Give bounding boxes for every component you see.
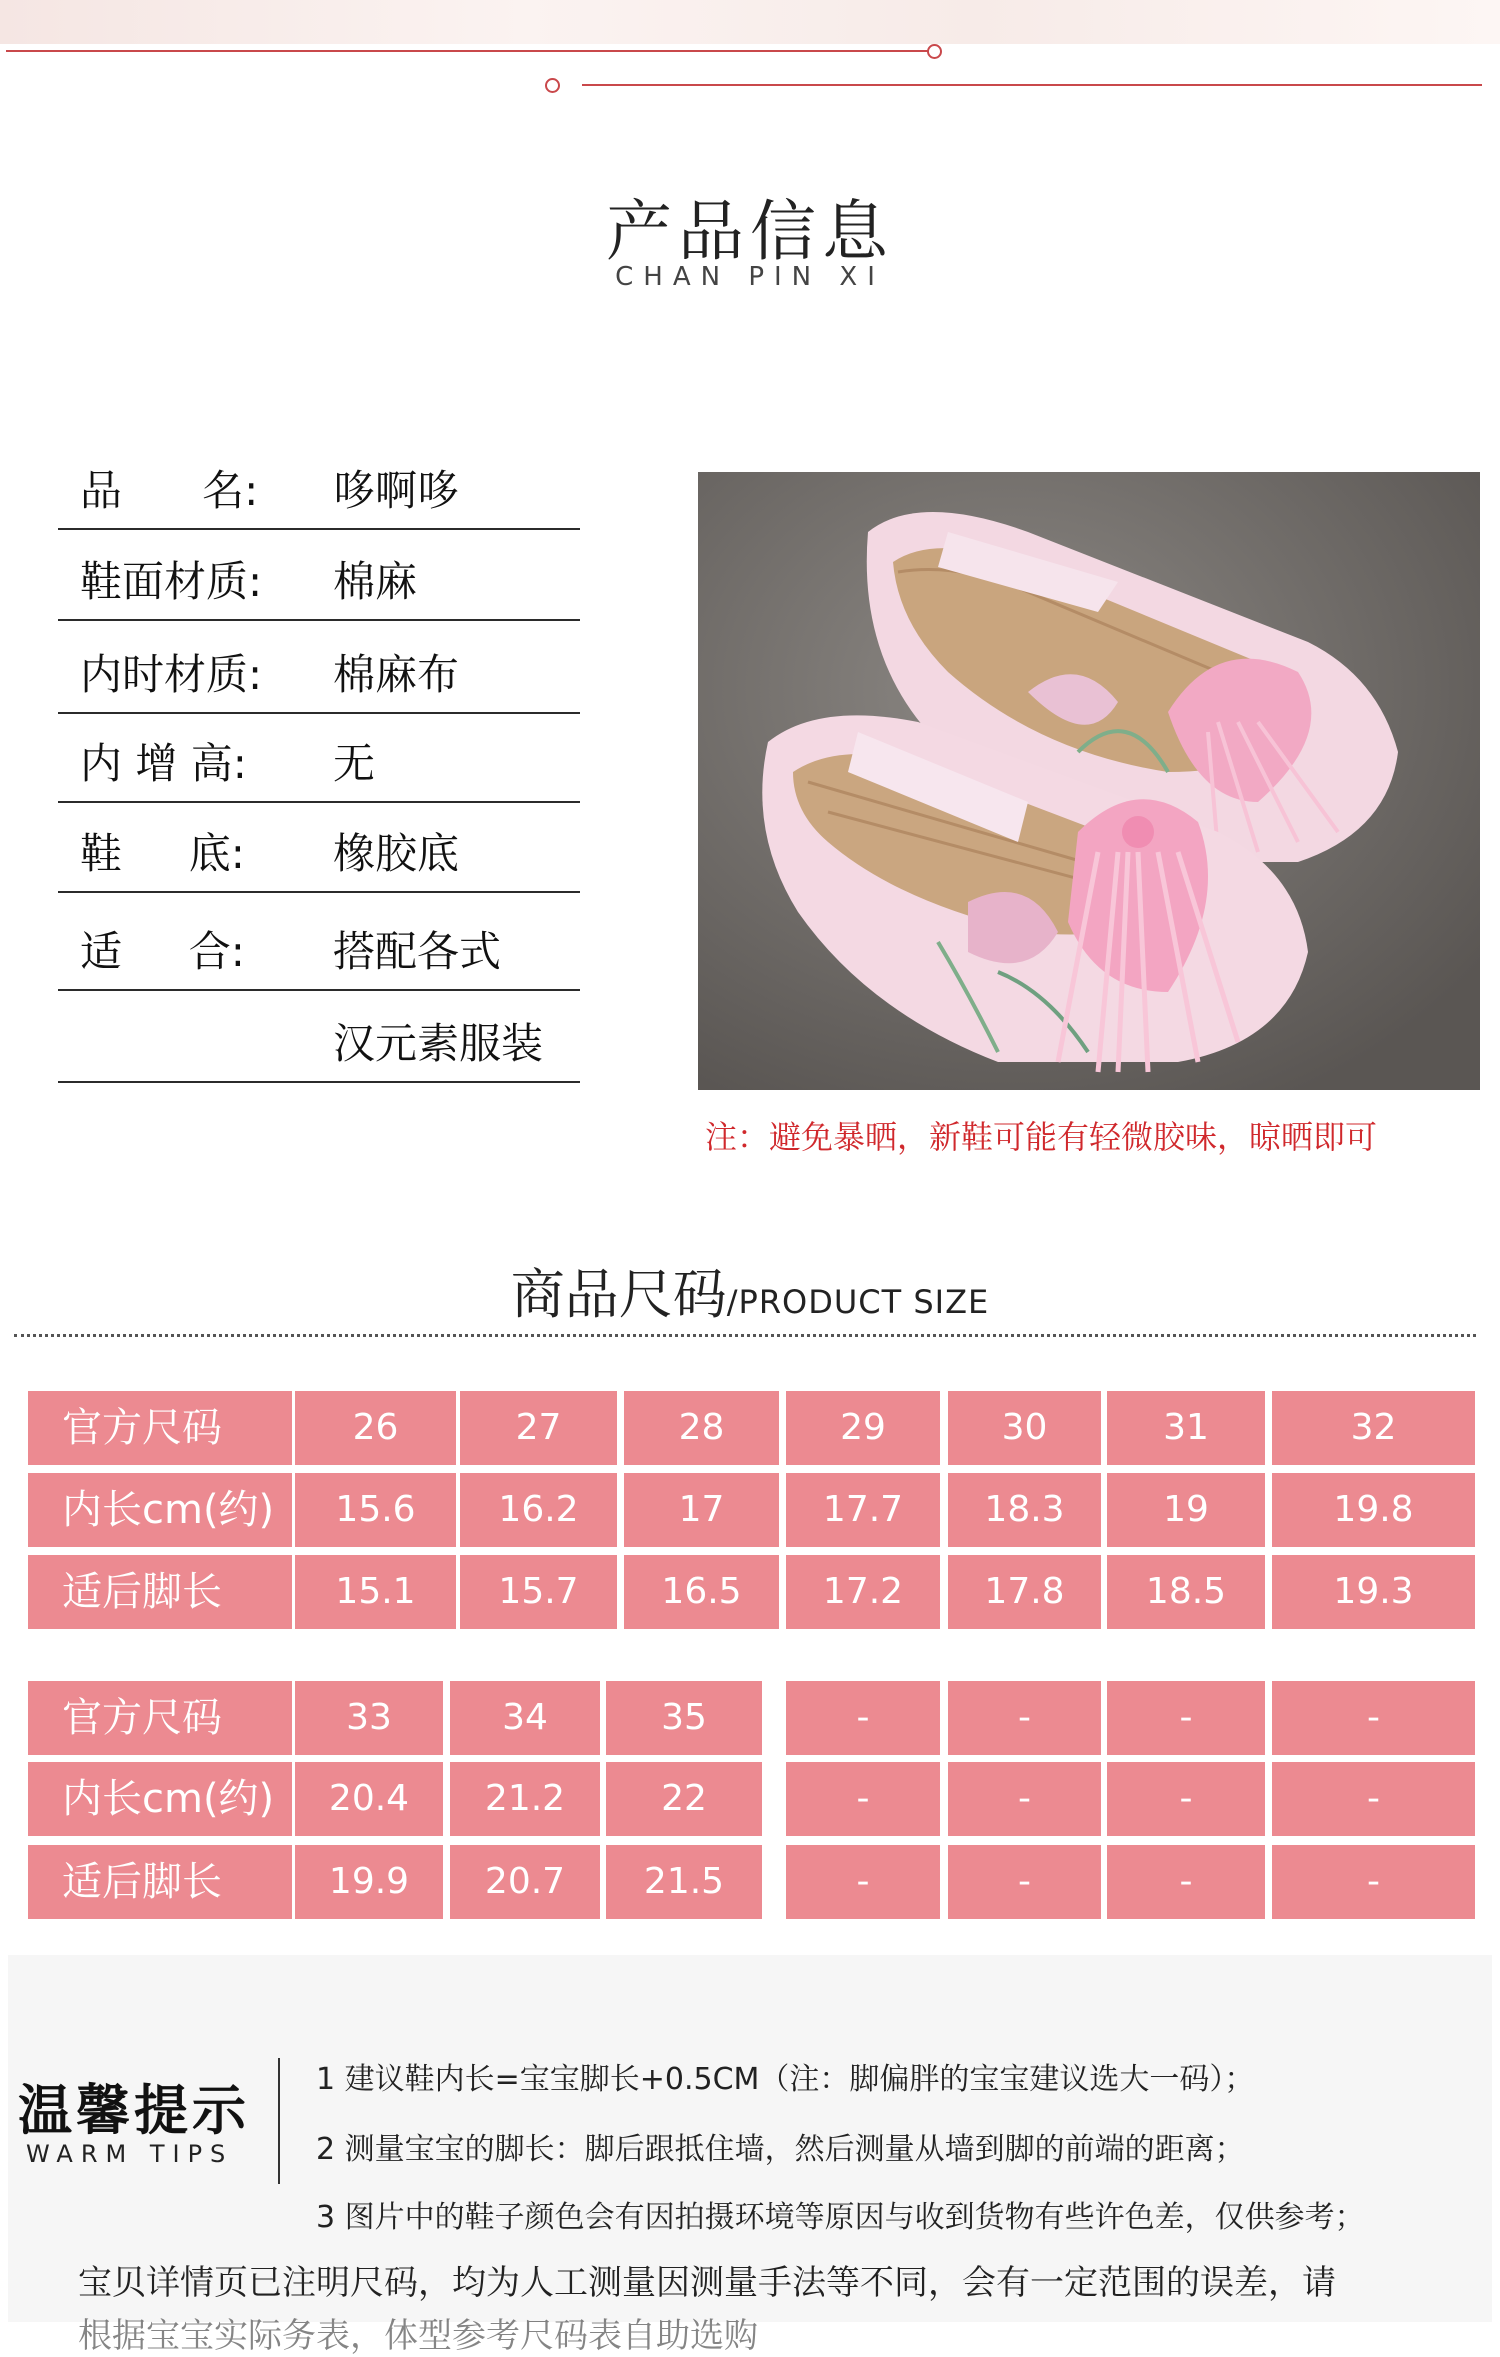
size-cell: 17.2 xyxy=(786,1555,940,1629)
size-cell: 32 xyxy=(1272,1391,1475,1465)
product-info-title: 产品信息 xyxy=(606,193,894,270)
info-label: 鞋面材质: xyxy=(80,557,263,606)
size-cell: 18.5 xyxy=(1107,1555,1265,1629)
size-title-en: /PRODUCT SIZE xyxy=(726,1283,990,1321)
care-note: 注：避免暴晒，新鞋可能有轻微胶味，晾晒即可 xyxy=(705,1118,1378,1156)
tip-item: 1 建议鞋内长=宝宝脚长+0.5CM（注：脚偏胖的宝宝建议选大一码）； xyxy=(316,2062,1255,2097)
size-cell: - xyxy=(1107,1845,1265,1919)
size-cell: 33 xyxy=(295,1681,443,1755)
size-cell: 28 xyxy=(624,1391,779,1465)
size-row-header: 内长cm(约) xyxy=(28,1473,292,1547)
info-value: 棉麻布 xyxy=(333,650,460,699)
product-photo xyxy=(698,472,1480,1090)
size-row-header: 官方尺码 xyxy=(28,1681,292,1755)
top-decorative-band xyxy=(0,0,1500,44)
info-row-suitable-cont xyxy=(58,999,580,1083)
size-cell: - xyxy=(1107,1681,1265,1755)
size-cell: - xyxy=(786,1762,940,1836)
size-cell: 20.4 xyxy=(295,1762,443,1836)
info-row-insole-height xyxy=(58,719,580,803)
tip-item: 2 测量宝宝的脚长：脚后跟抵住墙，然后测量从墙到脚的前端的距离； xyxy=(316,2132,1245,2167)
info-label: 内 增 高: xyxy=(80,739,247,788)
info-value: 哆啊哆 xyxy=(333,466,460,515)
tips-bottom-text-cut: 根据宝宝实际务表，体型参考尺码表自助选购 xyxy=(78,2316,758,2356)
size-cell: 20.7 xyxy=(450,1845,600,1919)
size-cell: - xyxy=(1272,1845,1475,1919)
size-cell: 18.3 xyxy=(948,1473,1101,1547)
top-divider-circle-right xyxy=(927,44,942,59)
info-value: 棉麻 xyxy=(333,557,418,606)
info-label: 品 名: xyxy=(80,466,259,515)
info-row-sole xyxy=(58,809,580,893)
tip-item: 3 图片中的鞋子颜色会有因拍摄环境等原因与收到货物有些许色差，仅供参考； xyxy=(316,2200,1365,2235)
size-cell: 16.2 xyxy=(460,1473,617,1547)
size-cell: - xyxy=(948,1681,1101,1755)
info-label: 鞋 底: xyxy=(80,829,245,878)
size-cell: 27 xyxy=(460,1391,617,1465)
size-cell: 15.1 xyxy=(295,1555,456,1629)
top-divider-line-left xyxy=(6,50,928,52)
size-cell: 21.2 xyxy=(450,1762,600,1836)
size-row-header: 适后脚长 xyxy=(28,1845,292,1919)
size-cell: 15.7 xyxy=(460,1555,617,1629)
warm-tips-title: 温馨提示 xyxy=(18,2079,250,2142)
info-label: 适 合: xyxy=(80,927,245,976)
size-cell: 15.6 xyxy=(295,1473,456,1547)
size-cell: 29 xyxy=(786,1391,940,1465)
info-label: 内时材质: xyxy=(80,650,263,699)
size-cell: 30 xyxy=(948,1391,1101,1465)
size-cell: - xyxy=(786,1681,940,1755)
size-cell: 35 xyxy=(606,1681,762,1755)
tips-bottom-text: 宝贝详情页已注明尺码，均为人工测量因测量手法等不同，会有一定范围的误差，请 xyxy=(78,2263,1336,2303)
size-cell: - xyxy=(948,1845,1101,1919)
size-cell: 34 xyxy=(450,1681,600,1755)
warm-tips-subtitle: WARM TIPS xyxy=(26,2140,234,2168)
size-cell: - xyxy=(1107,1762,1265,1836)
size-cell: 26 xyxy=(295,1391,456,1465)
dotted-divider xyxy=(14,1334,1476,1337)
size-cell: 17.7 xyxy=(786,1473,940,1547)
size-cell: 19.8 xyxy=(1272,1473,1475,1547)
info-value: 搭配各式 xyxy=(333,927,502,976)
info-value: 无 xyxy=(333,739,376,788)
info-row-name xyxy=(58,446,580,530)
size-cell: 17 xyxy=(624,1473,779,1547)
size-cell: 31 xyxy=(1107,1391,1265,1465)
info-row-lining-material xyxy=(58,630,580,714)
warm-tips-divider xyxy=(278,2058,280,2184)
size-cell: - xyxy=(1272,1681,1475,1755)
info-value: 橡胶底 xyxy=(333,829,460,878)
size-cell: - xyxy=(786,1845,940,1919)
shoes-illustration xyxy=(698,472,1480,1090)
info-row-upper-material xyxy=(58,537,580,621)
product-size-title xyxy=(0,1252,1500,1329)
size-cell: 22 xyxy=(606,1762,762,1836)
size-row-header: 内长cm(约) xyxy=(28,1762,292,1836)
size-cell: 16.5 xyxy=(624,1555,779,1629)
top-divider-line-right xyxy=(582,84,1482,86)
size-cell: 19.3 xyxy=(1272,1555,1475,1629)
size-cell: 19 xyxy=(1107,1473,1265,1547)
top-divider-circle-left xyxy=(545,78,560,93)
info-row-suitable xyxy=(58,907,580,991)
size-title-zh: 商品尺码 xyxy=(510,1263,727,1326)
size-cell: 21.5 xyxy=(606,1845,762,1919)
size-row-header: 官方尺码 xyxy=(28,1391,292,1465)
size-cell: - xyxy=(1272,1762,1475,1836)
size-cell: - xyxy=(948,1762,1101,1836)
product-info-subtitle: CHAN PIN XI xyxy=(615,262,885,292)
info-value: 汉元素服装 xyxy=(333,1019,544,1068)
size-cell: 17.8 xyxy=(948,1555,1101,1629)
size-row-header: 适后脚长 xyxy=(28,1555,292,1629)
size-cell: 19.9 xyxy=(295,1845,443,1919)
